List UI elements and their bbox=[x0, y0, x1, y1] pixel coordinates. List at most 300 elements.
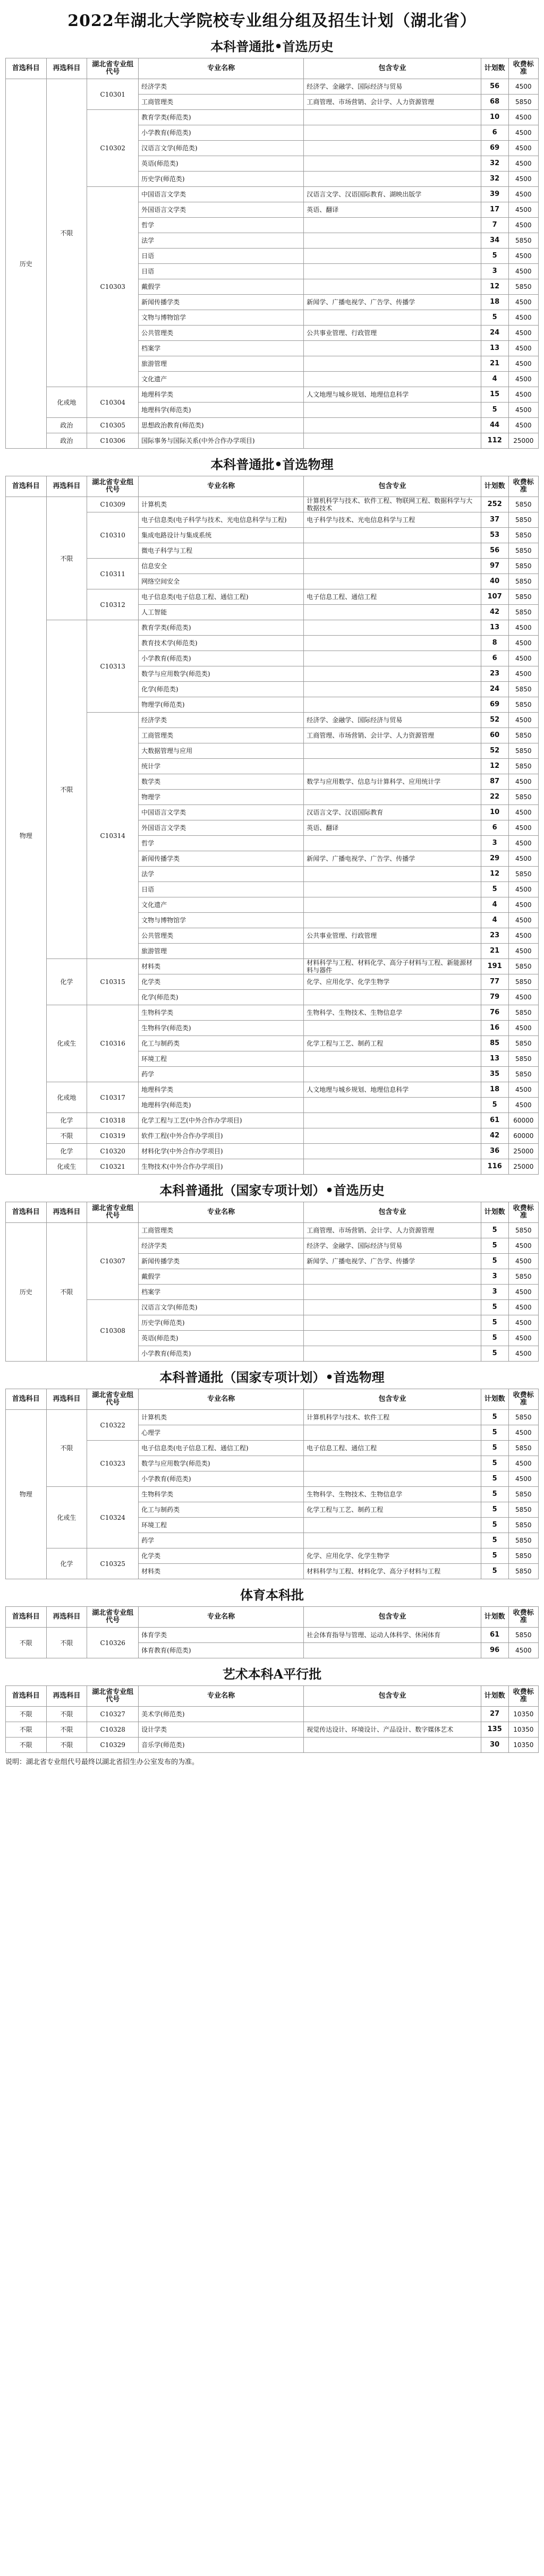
fee-cell: 4500 bbox=[508, 1315, 538, 1331]
fee-cell: 4500 bbox=[508, 620, 538, 636]
major-name-cell: 中国语言文学类 bbox=[139, 187, 304, 202]
major-name-cell: 汉语言文学(师范类) bbox=[139, 141, 304, 156]
included-majors-cell: 视觉传达设计、环境设计、产品设计、数字媒体艺术 bbox=[304, 1722, 481, 1738]
included-majors-cell bbox=[304, 1300, 481, 1315]
column-header: 收费标准 bbox=[508, 1686, 538, 1707]
fee-cell: 60000 bbox=[508, 1113, 538, 1128]
plan-count-cell: 5 bbox=[481, 1315, 508, 1331]
plan-count-cell: 5 bbox=[481, 1098, 508, 1113]
plan-table bbox=[5, 1389, 539, 1579]
second-subject-cell: 化学 bbox=[46, 1548, 87, 1579]
plan-count-cell: 5 bbox=[481, 1238, 508, 1254]
included-majors-cell bbox=[304, 882, 481, 897]
included-majors-cell bbox=[304, 110, 481, 125]
major-name-cell: 文物与博物馆学 bbox=[139, 310, 304, 326]
included-majors-cell: 化学、应用化学、化学生物学 bbox=[304, 1548, 481, 1564]
included-majors-cell bbox=[304, 990, 481, 1005]
plan-count-cell: 5 bbox=[481, 1425, 508, 1441]
column-header: 首选科目 bbox=[6, 1607, 47, 1628]
major-name-cell: 小学教育(师范类) bbox=[139, 125, 304, 141]
plan-count-cell: 5 bbox=[481, 1487, 508, 1502]
second-subject-cell: 化学 bbox=[46, 1113, 87, 1128]
included-majors-cell bbox=[304, 605, 481, 620]
included-majors-cell bbox=[304, 1021, 481, 1036]
major-name-cell: 药学 bbox=[139, 1533, 304, 1548]
section-title: 体育本科批 bbox=[240, 1587, 304, 1603]
column-header: 再选科目 bbox=[46, 1202, 87, 1223]
included-majors-cell bbox=[304, 403, 481, 418]
column-header: 收费标准 bbox=[508, 1202, 538, 1223]
plan-count-cell: 27 bbox=[481, 1707, 508, 1722]
major-name-cell: 公共管理类 bbox=[139, 326, 304, 341]
fee-cell: 4500 bbox=[508, 1238, 538, 1254]
included-majors-cell: 化学工程与工艺、制药工程 bbox=[304, 1036, 481, 1051]
plan-count-cell: 52 bbox=[481, 743, 508, 759]
included-majors-cell bbox=[304, 897, 481, 913]
group-code-cell: C10301 bbox=[87, 79, 139, 110]
plan-count-cell: 69 bbox=[481, 697, 508, 713]
plan-count-cell: 5 bbox=[481, 1548, 508, 1564]
plan-table bbox=[5, 1202, 539, 1362]
fee-cell: 4500 bbox=[508, 125, 538, 141]
fee-cell: 4500 bbox=[508, 1456, 538, 1471]
plan-count-cell: 4 bbox=[481, 372, 508, 387]
included-majors-cell bbox=[304, 620, 481, 636]
fee-cell: 5850 bbox=[508, 233, 538, 249]
major-name-cell: 网络空间安全 bbox=[139, 574, 304, 589]
fee-cell: 4500 bbox=[508, 1471, 538, 1487]
included-majors-cell bbox=[304, 249, 481, 264]
fee-cell: 5850 bbox=[508, 1223, 538, 1238]
plan-table bbox=[5, 476, 539, 1175]
plan-count-cell: 52 bbox=[481, 713, 508, 728]
plan-count-cell: 12 bbox=[481, 279, 508, 295]
plan-count-cell: 34 bbox=[481, 233, 508, 249]
plan-count-cell: 24 bbox=[481, 326, 508, 341]
major-name-cell: 药学 bbox=[139, 1067, 304, 1082]
fee-cell: 4500 bbox=[508, 202, 538, 218]
fee-cell: 5850 bbox=[508, 867, 538, 882]
included-majors-cell bbox=[304, 372, 481, 387]
major-name-cell: 小学教育(师范类) bbox=[139, 651, 304, 666]
first-subject-cell: 不限 bbox=[6, 1722, 47, 1738]
major-name-cell: 哲学 bbox=[139, 836, 304, 851]
plan-count-cell: 61 bbox=[481, 1628, 508, 1643]
group-code-cell: C10319 bbox=[87, 1128, 139, 1144]
included-majors-cell bbox=[304, 836, 481, 851]
fee-cell: 5850 bbox=[508, 1548, 538, 1564]
table-row bbox=[6, 959, 539, 974]
second-subject-cell: 不限 bbox=[46, 620, 87, 959]
fee-cell: 10350 bbox=[508, 1707, 538, 1722]
fee-cell: 5850 bbox=[508, 1051, 538, 1067]
included-majors-cell: 人文地理与城乡规划、地理信息科学 bbox=[304, 1082, 481, 1098]
column-header: 首选科目 bbox=[6, 1389, 47, 1410]
fee-cell: 4500 bbox=[508, 187, 538, 202]
plan-count-cell: 5 bbox=[481, 1518, 508, 1533]
included-majors-cell bbox=[304, 790, 481, 805]
column-header: 湖北省专业组代号 bbox=[87, 1686, 139, 1707]
fee-cell: 4500 bbox=[508, 774, 538, 790]
included-majors-cell bbox=[304, 1425, 481, 1441]
fee-cell: 5850 bbox=[508, 1564, 538, 1579]
fee-cell: 5850 bbox=[508, 1533, 538, 1548]
included-majors-cell bbox=[304, 172, 481, 187]
major-name-cell: 化工与制药类 bbox=[139, 1502, 304, 1518]
footnote: 说明：湖北省专业组代号最终以湖北省招生办公室发布的为准。 bbox=[5, 1758, 199, 1766]
plan-count-cell: 5 bbox=[481, 1254, 508, 1269]
column-header: 包含专业 bbox=[304, 476, 481, 497]
major-name-cell: 档案学 bbox=[139, 341, 304, 356]
group-code-cell: C10325 bbox=[87, 1548, 139, 1579]
plan-count-cell: 5 bbox=[481, 1410, 508, 1425]
fee-cell: 5850 bbox=[508, 1067, 538, 1082]
included-majors-cell bbox=[304, 867, 481, 882]
column-header: 计划数 bbox=[481, 1607, 508, 1628]
column-header: 包含专业 bbox=[304, 1607, 481, 1628]
major-name-cell: 体育教育(师范类) bbox=[139, 1643, 304, 1658]
major-name-cell: 旅游管理 bbox=[139, 944, 304, 959]
column-header: 再选科目 bbox=[46, 476, 87, 497]
included-majors-cell: 新闻学、广播电视学、广告学、传播学 bbox=[304, 295, 481, 310]
fee-cell: 4500 bbox=[508, 387, 538, 403]
fee-cell: 10350 bbox=[508, 1722, 538, 1738]
table-row bbox=[6, 1487, 539, 1502]
plan-count-cell: 5 bbox=[481, 1456, 508, 1471]
plan-count-cell: 10 bbox=[481, 110, 508, 125]
fee-cell: 5850 bbox=[508, 790, 538, 805]
fee-cell: 4500 bbox=[508, 1425, 538, 1441]
included-majors-cell bbox=[304, 759, 481, 774]
column-header: 湖北省专业组代号 bbox=[87, 1607, 139, 1628]
plan-count-cell: 22 bbox=[481, 790, 508, 805]
fee-cell: 5850 bbox=[508, 728, 538, 743]
major-name-cell: 外国语言文学类 bbox=[139, 820, 304, 836]
fee-cell: 5850 bbox=[508, 574, 538, 589]
column-header: 收费标准 bbox=[508, 1607, 538, 1628]
header-row bbox=[6, 476, 539, 497]
section-title: 本科普通批（国家专项计划）•首选物理 bbox=[159, 1370, 385, 1385]
first-subject-cell: 物理 bbox=[6, 497, 47, 1175]
major-name-cell: 设计学类 bbox=[139, 1722, 304, 1738]
fee-cell: 4500 bbox=[508, 1346, 538, 1362]
second-subject-cell: 不限 bbox=[46, 1628, 87, 1658]
plan-count-cell: 6 bbox=[481, 125, 508, 141]
column-header: 再选科目 bbox=[46, 1607, 87, 1628]
group-code-cell: C10304 bbox=[87, 387, 139, 418]
included-majors-cell bbox=[304, 1315, 481, 1331]
included-majors-cell: 公共事业管理、行政管理 bbox=[304, 326, 481, 341]
second-subject-cell: 化学 bbox=[46, 959, 87, 1005]
group-code-cell: C10308 bbox=[87, 1300, 139, 1362]
included-majors-cell: 工商管理、市场营销、会计学、人力资源管理 bbox=[304, 95, 481, 110]
major-name-cell: 旅游管理 bbox=[139, 356, 304, 372]
column-header: 湖北省专业组代号 bbox=[87, 58, 139, 79]
major-name-cell: 戴假学 bbox=[139, 1269, 304, 1285]
section-title: 本科普通批•首选历史 bbox=[210, 39, 334, 54]
plan-count-cell: 32 bbox=[481, 172, 508, 187]
group-code-cell: C10322 bbox=[87, 1410, 139, 1441]
major-name-cell: 法学 bbox=[139, 867, 304, 882]
first-subject-cell: 历史 bbox=[6, 79, 47, 449]
major-name-cell: 公共管理类 bbox=[139, 928, 304, 944]
fee-cell: 4500 bbox=[508, 172, 538, 187]
fee-cell: 4500 bbox=[508, 418, 538, 433]
column-header: 收费标准 bbox=[508, 476, 538, 497]
plan-count-cell: 6 bbox=[481, 820, 508, 836]
fee-cell: 5850 bbox=[508, 1502, 538, 1518]
included-majors-cell bbox=[304, 1707, 481, 1722]
included-majors-cell bbox=[304, 310, 481, 326]
plan-count-cell: 5 bbox=[481, 1564, 508, 1579]
major-name-cell: 文化遗产 bbox=[139, 372, 304, 387]
included-majors-cell: 人文地理与城乡规划、地理信息科学 bbox=[304, 387, 481, 403]
major-name-cell: 工商管理类 bbox=[139, 95, 304, 110]
major-name-cell: 哲学 bbox=[139, 218, 304, 233]
fee-cell: 4500 bbox=[508, 897, 538, 913]
plan-count-cell: 3 bbox=[481, 1285, 508, 1300]
plan-count-cell: 40 bbox=[481, 574, 508, 589]
second-subject-cell: 化或生 bbox=[46, 1005, 87, 1082]
included-majors-cell bbox=[304, 1456, 481, 1471]
fee-cell: 5850 bbox=[508, 497, 538, 512]
fee-cell: 4500 bbox=[508, 79, 538, 95]
fee-cell: 4500 bbox=[508, 110, 538, 125]
major-name-cell: 地理科学类 bbox=[139, 1082, 304, 1098]
major-name-cell: 人工智能 bbox=[139, 605, 304, 620]
second-subject-cell: 政治 bbox=[46, 418, 87, 433]
plan-count-cell: 15 bbox=[481, 387, 508, 403]
column-header: 首选科目 bbox=[6, 1686, 47, 1707]
table-row bbox=[6, 1223, 539, 1238]
plan-count-cell: 37 bbox=[481, 512, 508, 528]
included-majors-cell bbox=[304, 913, 481, 928]
included-majors-cell: 生物科学、生物技术、生物信息学 bbox=[304, 1487, 481, 1502]
fee-cell: 5850 bbox=[508, 1410, 538, 1425]
fee-cell: 4500 bbox=[508, 1082, 538, 1098]
major-name-cell: 小学教育(师范类) bbox=[139, 1346, 304, 1362]
major-name-cell: 文物与博物馆学 bbox=[139, 913, 304, 928]
major-name-cell: 小学教育(师范类) bbox=[139, 1471, 304, 1487]
fee-cell: 4500 bbox=[508, 156, 538, 172]
table-row bbox=[6, 620, 539, 636]
second-subject-cell: 化或生 bbox=[46, 1487, 87, 1548]
major-name-cell: 音乐学(师范类) bbox=[139, 1738, 304, 1753]
plan-count-cell: 3 bbox=[481, 836, 508, 851]
plan-count-cell: 29 bbox=[481, 851, 508, 867]
first-subject-cell: 历史 bbox=[6, 1223, 47, 1362]
group-code-cell: C10311 bbox=[87, 559, 139, 589]
major-name-cell: 日语 bbox=[139, 249, 304, 264]
group-code-cell: C10329 bbox=[87, 1738, 139, 1753]
major-name-cell: 生物科学(师范类) bbox=[139, 1021, 304, 1036]
fee-cell: 5850 bbox=[508, 95, 538, 110]
second-subject-cell: 不限 bbox=[46, 1128, 87, 1144]
major-name-cell: 物理学(师范类) bbox=[139, 697, 304, 713]
fee-cell: 5850 bbox=[508, 1518, 538, 1533]
plan-count-cell: 252 bbox=[481, 497, 508, 512]
column-header: 包含专业 bbox=[304, 1686, 481, 1707]
major-name-cell: 戴假学 bbox=[139, 279, 304, 295]
major-name-cell: 地理科学类 bbox=[139, 387, 304, 403]
table-row bbox=[6, 1548, 539, 1564]
included-majors-cell bbox=[304, 125, 481, 141]
first-subject-cell: 不限 bbox=[6, 1628, 47, 1658]
included-majors-cell bbox=[304, 1098, 481, 1113]
major-name-cell: 经济学类 bbox=[139, 713, 304, 728]
major-name-cell: 法学 bbox=[139, 233, 304, 249]
group-code-cell: C10312 bbox=[87, 589, 139, 620]
column-header: 湖北省专业组代号 bbox=[87, 1202, 139, 1223]
included-majors-cell: 工商管理、市场营销、会计学、人力资源管理 bbox=[304, 1223, 481, 1238]
included-majors-cell bbox=[304, 433, 481, 449]
major-name-cell: 材料类 bbox=[139, 959, 304, 974]
fee-cell: 5850 bbox=[508, 759, 538, 774]
table-row bbox=[6, 1707, 539, 1722]
group-code-cell: C10316 bbox=[87, 1005, 139, 1082]
major-name-cell: 教育学类(师范类) bbox=[139, 110, 304, 125]
column-header: 计划数 bbox=[481, 476, 508, 497]
included-majors-cell bbox=[304, 743, 481, 759]
included-majors-cell: 社会体育指导与管理、运动人体科学、休闲体育 bbox=[304, 1628, 481, 1643]
group-code-cell: C10303 bbox=[87, 187, 139, 387]
major-name-cell: 国际事务与国际关系(中外合作办学项目) bbox=[139, 433, 304, 449]
major-name-cell: 工商管理类 bbox=[139, 1223, 304, 1238]
fee-cell: 5850 bbox=[508, 528, 538, 543]
major-name-cell: 化学类 bbox=[139, 1548, 304, 1564]
major-name-cell: 中国语言文学类 bbox=[139, 805, 304, 820]
fee-cell: 4500 bbox=[508, 913, 538, 928]
included-majors-cell: 经济学、金融学、国际经济与贸易 bbox=[304, 79, 481, 95]
plan-count-cell: 7 bbox=[481, 218, 508, 233]
major-name-cell: 生物技术(中外合作办学项目) bbox=[139, 1159, 304, 1175]
plan-count-cell: 24 bbox=[481, 682, 508, 697]
plan-count-cell: 5 bbox=[481, 1331, 508, 1346]
included-majors-cell: 材料科学与工程、材料化学、高分子材料与工程 bbox=[304, 1564, 481, 1579]
plan-count-cell: 5 bbox=[481, 249, 508, 264]
table-row bbox=[6, 1128, 539, 1144]
column-header: 专业名称 bbox=[139, 1202, 304, 1223]
plan-count-cell: 23 bbox=[481, 928, 508, 944]
included-majors-cell bbox=[304, 356, 481, 372]
included-majors-cell bbox=[304, 1346, 481, 1362]
included-majors-cell: 英语、翻译 bbox=[304, 820, 481, 836]
table-row bbox=[6, 1113, 539, 1128]
group-code-cell: C10306 bbox=[87, 433, 139, 449]
included-majors-cell bbox=[304, 156, 481, 172]
second-subject-cell: 不限 bbox=[46, 1410, 87, 1487]
group-code-cell: C10324 bbox=[87, 1487, 139, 1548]
included-majors-cell: 生物科学、生物技术、生物信息学 bbox=[304, 1005, 481, 1021]
included-majors-cell: 电子科学与技术、光电信息科学与工程 bbox=[304, 512, 481, 528]
fee-cell: 5850 bbox=[508, 697, 538, 713]
column-header: 包含专业 bbox=[304, 58, 481, 79]
plan-count-cell: 191 bbox=[481, 959, 508, 974]
fee-cell: 4500 bbox=[508, 1643, 538, 1658]
plan-count-cell: 77 bbox=[481, 974, 508, 990]
major-name-cell: 经济学类 bbox=[139, 1238, 304, 1254]
header-row bbox=[6, 1389, 539, 1410]
fee-cell: 5850 bbox=[508, 974, 538, 990]
included-majors-cell bbox=[304, 233, 481, 249]
column-header: 湖北省专业组代号 bbox=[87, 1389, 139, 1410]
included-majors-cell bbox=[304, 1159, 481, 1175]
included-majors-cell: 计算机科学与技术、软件工程、物联网工程、数据科学与大数据技术 bbox=[304, 497, 481, 512]
first-subject-cell: 不限 bbox=[6, 1707, 47, 1722]
plan-count-cell: 116 bbox=[481, 1159, 508, 1175]
plan-count-cell: 16 bbox=[481, 1021, 508, 1036]
major-name-cell: 美术学(师范类) bbox=[139, 1707, 304, 1722]
plan-count-cell: 21 bbox=[481, 356, 508, 372]
fee-cell: 4500 bbox=[508, 403, 538, 418]
plan-count-cell: 87 bbox=[481, 774, 508, 790]
major-name-cell: 集成电路设计与集成系统 bbox=[139, 528, 304, 543]
plan-count-cell: 53 bbox=[481, 528, 508, 543]
column-header: 首选科目 bbox=[6, 1202, 47, 1223]
column-header: 计划数 bbox=[481, 1389, 508, 1410]
second-subject-cell: 化或地 bbox=[46, 1082, 87, 1113]
plan-count-cell: 12 bbox=[481, 867, 508, 882]
plan-count-cell: 85 bbox=[481, 1036, 508, 1051]
first-subject-cell: 不限 bbox=[6, 1738, 47, 1753]
included-majors-cell bbox=[304, 651, 481, 666]
major-name-cell: 电子信息类(电子信息工程、通信工程) bbox=[139, 1441, 304, 1456]
header-row bbox=[6, 58, 539, 79]
included-majors-cell: 经济学、金融学、国际经济与贸易 bbox=[304, 1238, 481, 1254]
table-row bbox=[6, 418, 539, 433]
plan-count-cell: 5 bbox=[481, 1441, 508, 1456]
plan-count-cell: 4 bbox=[481, 913, 508, 928]
plan-table bbox=[5, 58, 539, 449]
plan-count-cell: 5 bbox=[481, 1533, 508, 1548]
fee-cell: 5850 bbox=[508, 743, 538, 759]
plan-count-cell: 107 bbox=[481, 589, 508, 605]
fee-cell: 25000 bbox=[508, 433, 538, 449]
major-name-cell: 新闻传播学类 bbox=[139, 1254, 304, 1269]
second-subject-cell: 不限 bbox=[46, 497, 87, 620]
header-row bbox=[6, 1607, 539, 1628]
included-majors-cell bbox=[304, 218, 481, 233]
included-majors-cell bbox=[304, 1518, 481, 1533]
major-name-cell: 环境工程 bbox=[139, 1518, 304, 1533]
plan-count-cell: 68 bbox=[481, 95, 508, 110]
major-name-cell: 计算机类 bbox=[139, 1410, 304, 1425]
group-code-cell: C10318 bbox=[87, 1113, 139, 1128]
plan-table bbox=[5, 1685, 539, 1753]
group-code-cell: C10326 bbox=[87, 1628, 139, 1658]
sections-container bbox=[5, 36, 539, 1753]
column-header: 专业名称 bbox=[139, 1607, 304, 1628]
major-name-cell: 计算机类 bbox=[139, 497, 304, 512]
included-majors-cell bbox=[304, 264, 481, 279]
second-subject-cell: 化学 bbox=[46, 1144, 87, 1159]
fee-cell: 5850 bbox=[508, 512, 538, 528]
major-name-cell: 化学工程与工艺(中外合作办学项目) bbox=[139, 1113, 304, 1128]
plan-count-cell: 112 bbox=[481, 433, 508, 449]
major-name-cell: 体育学类 bbox=[139, 1628, 304, 1643]
major-name-cell: 大数据管理与应用 bbox=[139, 743, 304, 759]
fee-cell: 5850 bbox=[508, 1628, 538, 1643]
fee-cell: 4500 bbox=[508, 264, 538, 279]
fee-cell: 4500 bbox=[508, 372, 538, 387]
column-header: 收费标准 bbox=[508, 58, 538, 79]
second-subject-cell: 不限 bbox=[46, 1738, 87, 1753]
included-majors-cell bbox=[304, 341, 481, 356]
included-majors-cell bbox=[304, 559, 481, 574]
included-majors-cell: 英语、翻译 bbox=[304, 202, 481, 218]
fee-cell: 4500 bbox=[508, 651, 538, 666]
included-majors-cell bbox=[304, 1144, 481, 1159]
